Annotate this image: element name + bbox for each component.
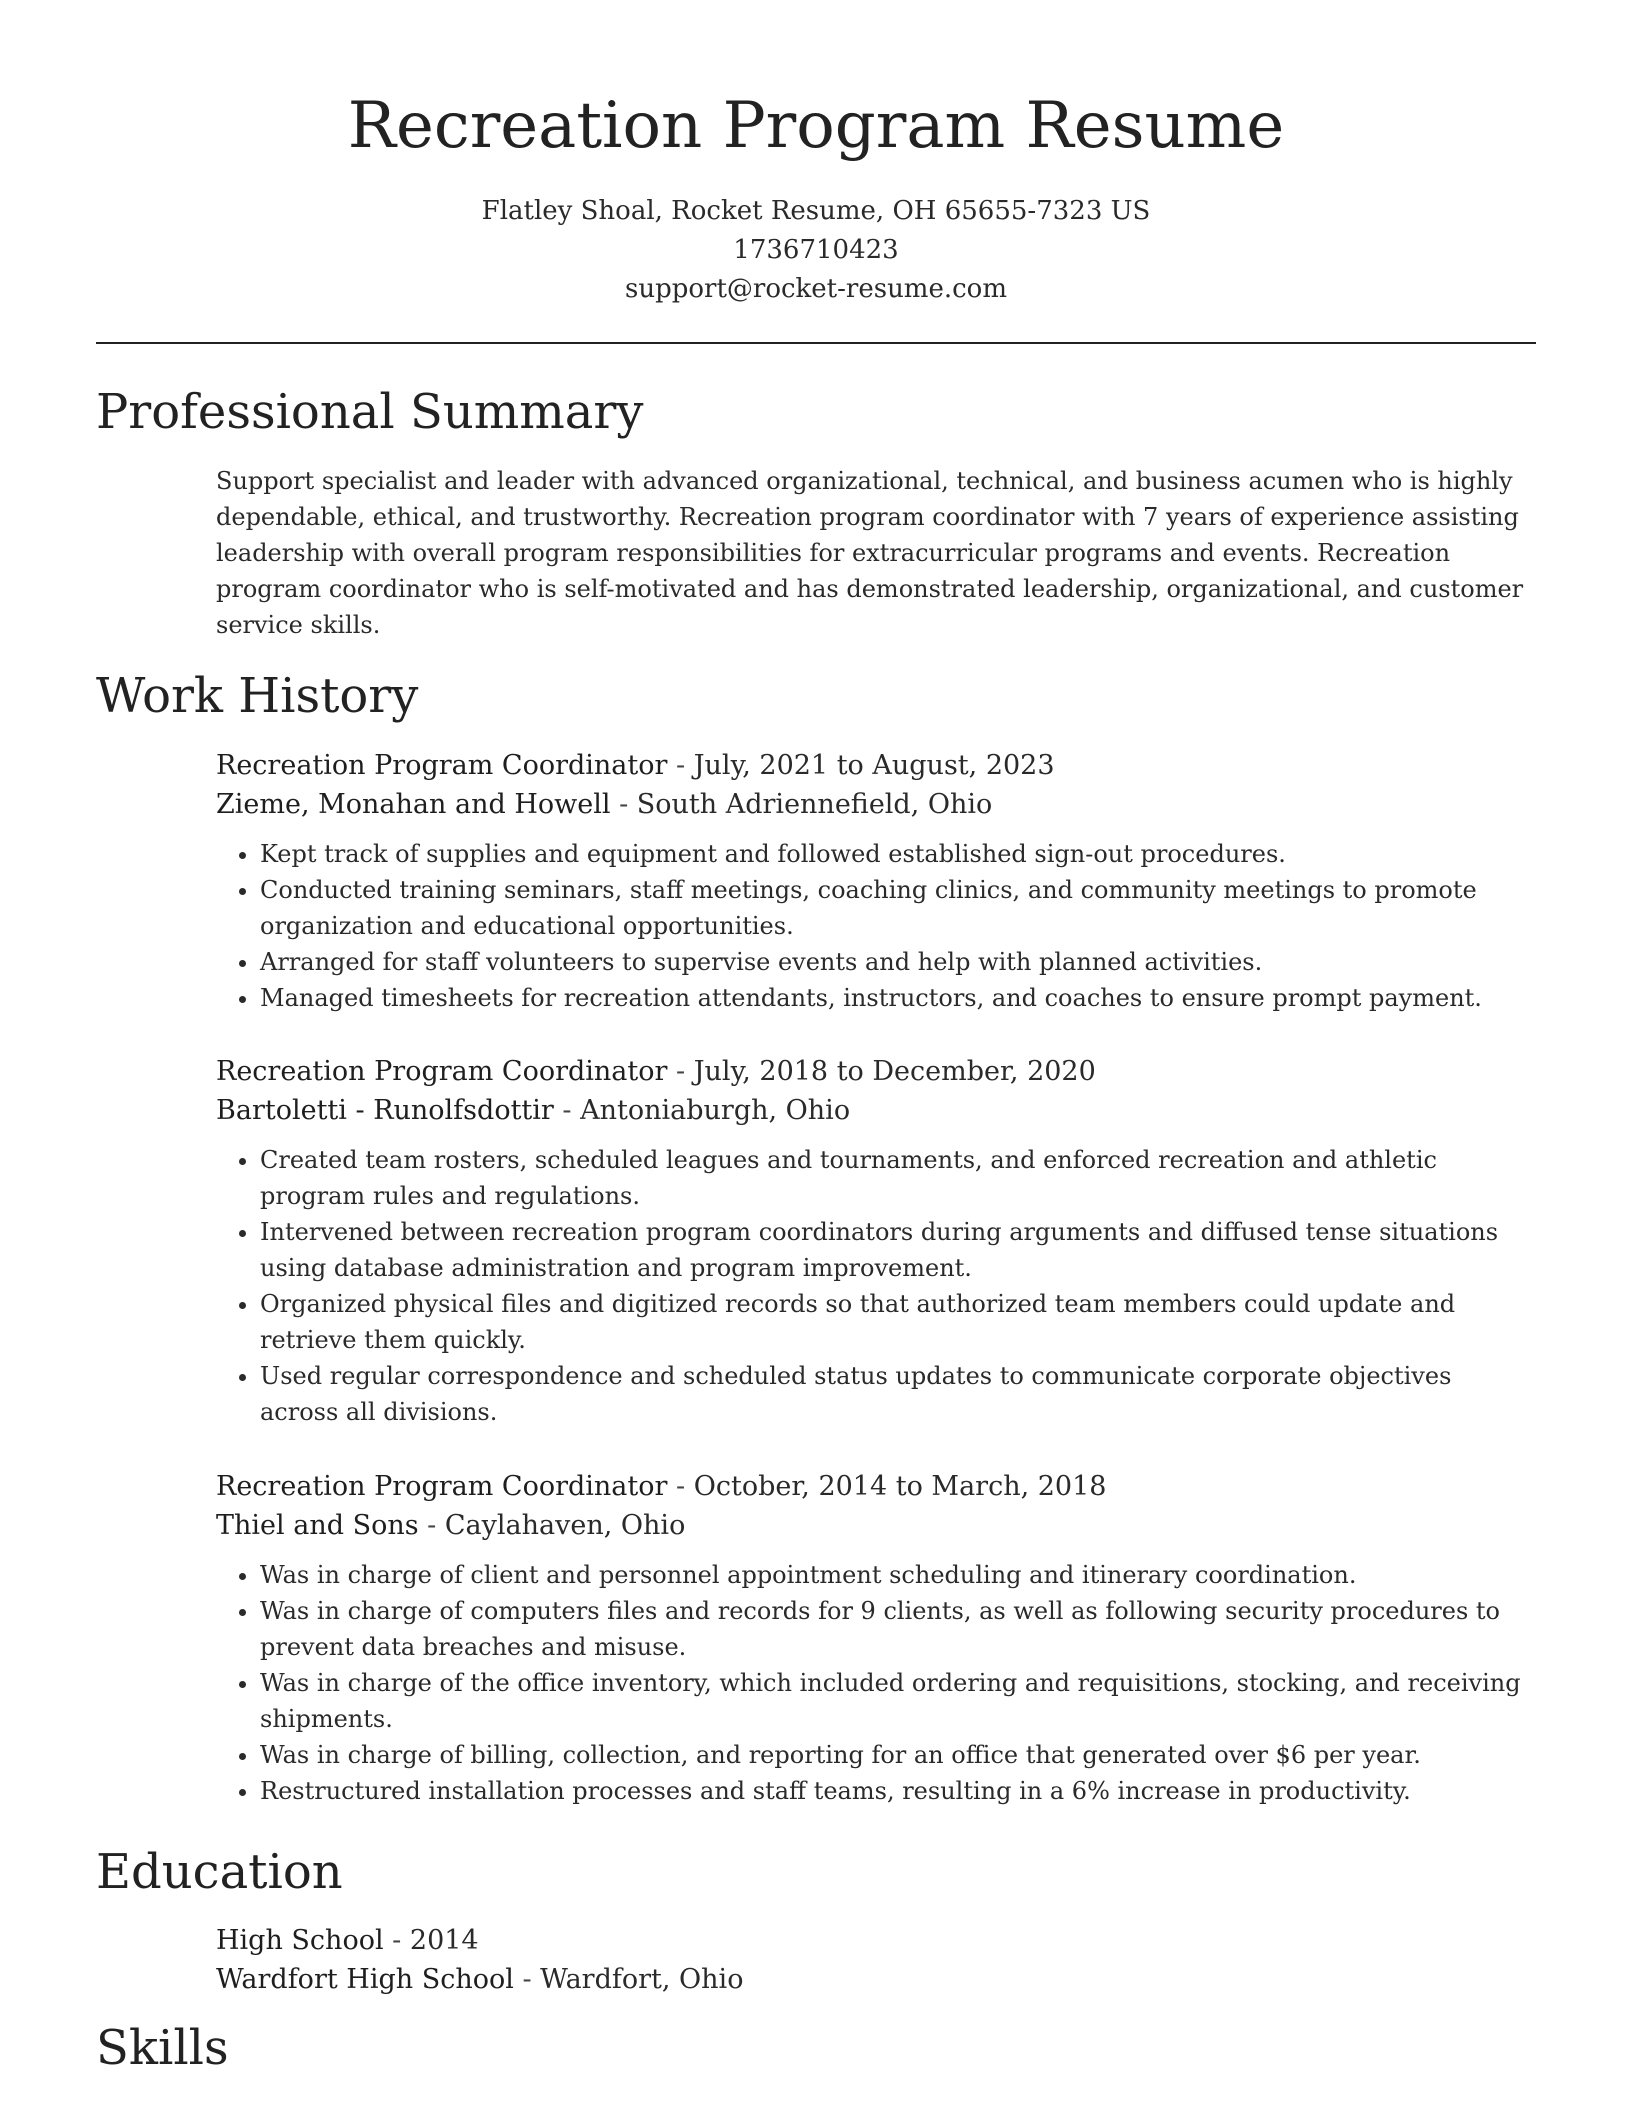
job-bullet: • Intervened between recreation program coordinators during arguments and diffused tense situations using database administration and program improvement. (260, 1214, 1536, 1286)
job-bullet: • Restructured installation processes and staff teams, resulting in a 6% increase in productivity. (260, 1773, 1536, 1809)
job-title-line (216, 1467, 1536, 1506)
job-bullets (216, 1557, 1536, 1809)
job-bullet: • Managed timesheets for recreation attendants, instructors, and coaches to ensure prompt payment. (260, 980, 1536, 1016)
contact-phone: 1736710423 (733, 235, 899, 265)
job-bullet: • Organized physical files and digitized records so that authorized team members could update and retrieve them quickly. (260, 1286, 1536, 1358)
contact-info (96, 192, 1536, 309)
job-dates: July, 2021 to August, 2023 (693, 750, 1055, 781)
job-bullet: • Was in charge of computers files and records for 9 clients, as well as following security procedures to prevent data breaches and misuse. (260, 1593, 1536, 1665)
job-bullet: • Created team rosters, scheduled leagues and tournaments, and enforced recreation and athletic program rules and regulations. (260, 1142, 1536, 1214)
education-degree: High School (216, 1925, 384, 1956)
job-bullet: • Was in charge of the office inventory, which included ordering and requisitions, stocking, and receiving shipments. (260, 1665, 1536, 1737)
header-divider (96, 342, 1536, 344)
job-entry-1 (216, 746, 1536, 1016)
separator: - (383, 1925, 410, 1956)
separator: - (667, 1056, 694, 1087)
education-location: Wardfort, Ohio (540, 1964, 744, 1995)
job-bullet: • Kept track of supplies and equipment and followed established sign-out procedures. (260, 836, 1536, 872)
summary-heading: Professional Summary (96, 384, 644, 440)
summary-section (216, 463, 1536, 643)
job-location: Caylahaven, Ohio (444, 1510, 686, 1541)
contact-email: support@rocket-resume.com (624, 274, 1007, 304)
separator: - (513, 1964, 541, 1995)
job-company: Thiel and Sons (216, 1510, 419, 1541)
job-title: Recreation Program Coordinator (216, 750, 668, 781)
separator: - (553, 1095, 581, 1126)
job-bullets (216, 836, 1536, 1016)
education-entry (216, 1921, 1536, 1999)
separator: - (667, 1471, 694, 1502)
job-title: Recreation Program Coordinator (216, 1471, 668, 1502)
separator: - (667, 750, 694, 781)
education-degree-line (216, 1921, 1536, 1960)
job-entry-3 (216, 1467, 1536, 1809)
separator: - (610, 789, 637, 820)
resume-page (96, 0, 1536, 2112)
education-school-line (216, 1960, 1536, 1999)
job-title-line (216, 746, 1536, 785)
job-company: Bartoletti - Runolfsdottir (216, 1095, 554, 1126)
job-company: Zieme, Monahan and Howell (216, 789, 611, 820)
resume-title: Recreation Program Resume (347, 89, 1285, 163)
job-dates: July, 2018 to December, 2020 (693, 1056, 1096, 1087)
education-year: 2014 (409, 1925, 479, 1956)
job-bullet: • Was in charge of client and personnel appointment scheduling and itinerary coordination. (260, 1557, 1536, 1593)
job-bullet: • Conducted training seminars, staff meetings, coaching clinics, and community meetings to promote organization and educational opportunities. (260, 872, 1536, 944)
job-bullet: • Was in charge of billing, collection, and reporting for an office that generated over $6 per year. (260, 1737, 1536, 1773)
skills-heading: Skills (96, 2020, 229, 2076)
education-heading: Education (96, 1844, 343, 1900)
job-title-line (216, 1052, 1536, 1091)
job-entry-2 (216, 1052, 1536, 1430)
job-company-line (216, 1506, 1536, 1545)
job-bullet: • Arranged for staff volunteers to supervise events and help with planned activities. (260, 944, 1536, 980)
summary-text: Support specialist and leader with advanced organizational, technical, and business acumen who is highly dependable, ethical, and trustworthy. Recreation program coordinator with 7 years of experience assisting leadership with overall program responsibilities for extracurricular programs and events. Recreation program coordinator who is self-motivated and has demonstrated leadership, organizational, and customer service skills. (216, 467, 1524, 639)
job-bullet: • Used regular correspondence and scheduled status updates to communicate corporate objectives across all divisions. (260, 1358, 1536, 1430)
job-company-line (216, 1091, 1536, 1130)
job-company-line (216, 785, 1536, 824)
job-title: Recreation Program Coordinator (216, 1056, 668, 1087)
job-location: South Adriennefield, Ohio (636, 789, 993, 820)
separator: - (418, 1510, 445, 1541)
job-bullets (216, 1142, 1536, 1430)
work-history-heading: Work History (96, 668, 419, 724)
job-location: Antoniaburgh, Ohio (580, 1095, 851, 1126)
job-dates: October, 2014 to March, 2018 (693, 1471, 1107, 1502)
education-school: Wardfort High School (216, 1964, 514, 1995)
contact-address: Flatley Shoal, Rocket Resume, OH 65655-7323 US (481, 196, 1151, 226)
